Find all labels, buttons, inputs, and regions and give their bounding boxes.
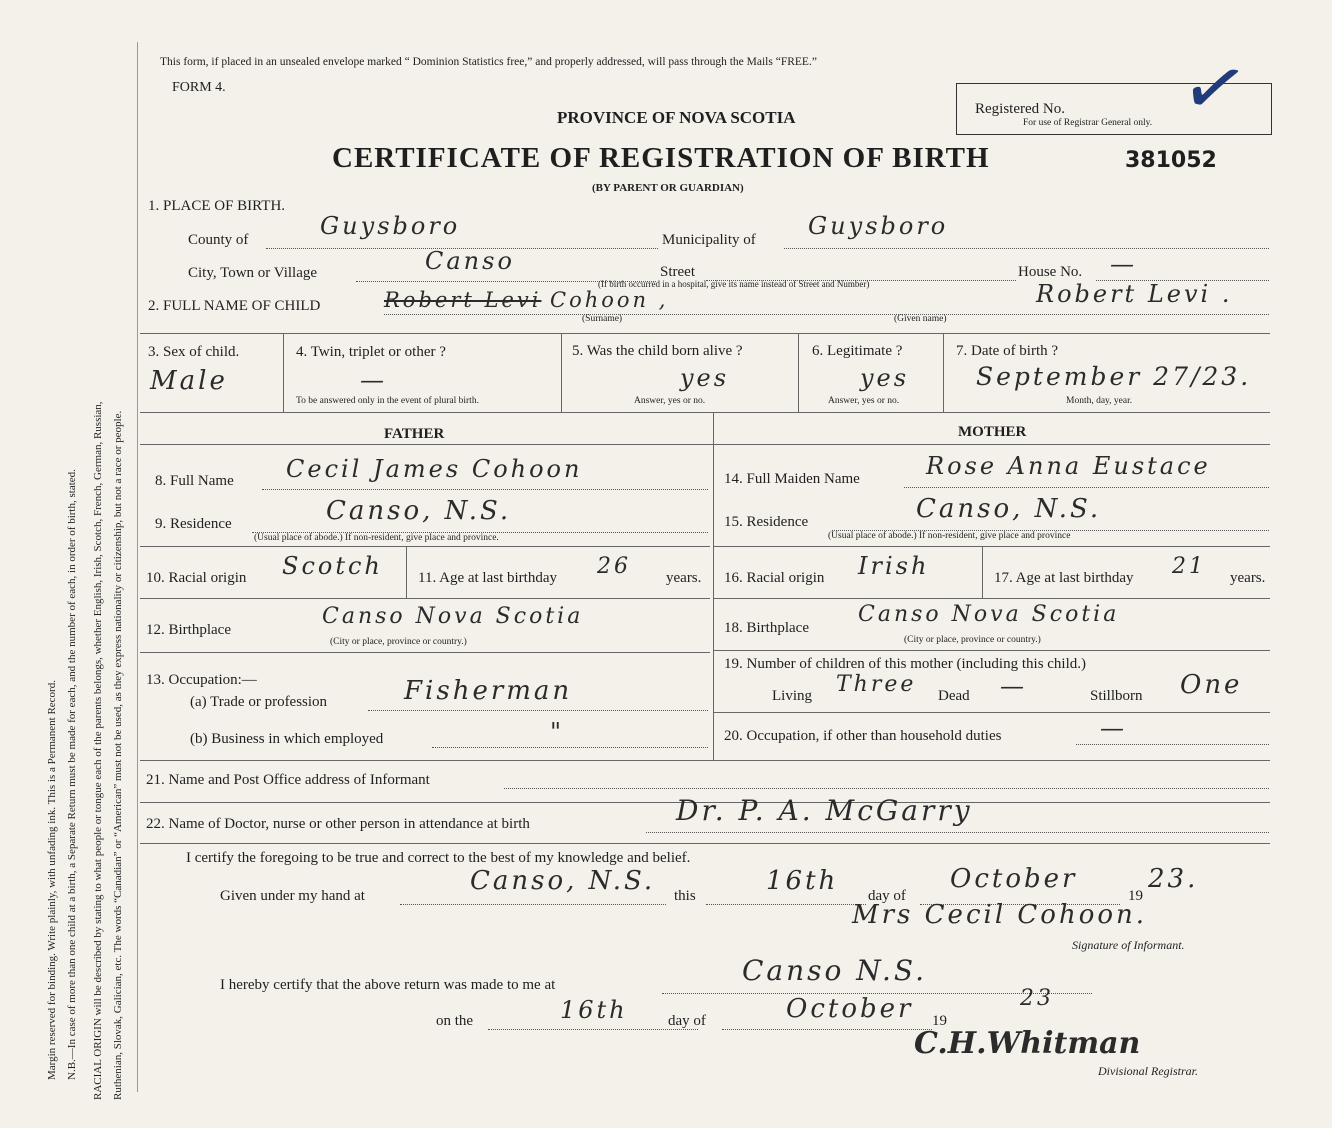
father-trade-label: (a) Trade or profession [190, 694, 328, 710]
mother-birthplace-label: 18. Birthplace [724, 620, 809, 636]
check-mark-icon: ✓ [1173, 39, 1256, 138]
registered-label: Registered No. [975, 101, 1065, 117]
racial-origin-note-1: RACIAL ORIGIN will be described by stating to what people or tongue each of the parents belongs, whether English, Irish, Scotch, French, German, Russian, [92, 401, 104, 1100]
living-value: Three [836, 672, 917, 697]
father-residence-value: Canso, N.S. [326, 496, 512, 526]
mother-heading: MOTHER [958, 424, 1027, 440]
surname-caption: (Surname) [582, 314, 623, 324]
father-residence-label: 9. Residence [155, 516, 232, 532]
born-alive-note: Answer, yes or no. [634, 396, 706, 406]
father-trade-value: Fisherman [404, 676, 573, 706]
street-label: Street [660, 264, 695, 280]
dead-value: — [1000, 672, 1027, 700]
mother-occupation-label: 20. Occupation, if other than household duties [724, 728, 1002, 744]
father-age-value: 26 [597, 554, 631, 579]
racial-origin-note-2: Ruthenian, Slovak, Galician, etc. The words “Canadian” or “American” must not be used, as they express nationality or citizenship, but not a race or people. [112, 410, 124, 1100]
registrar-signature: C.H.Whitman [914, 1026, 1141, 1061]
father-name-value: Cecil James Cohoon [286, 455, 583, 483]
registrar-year-prefix: 19 [932, 1013, 947, 1029]
city-value: Canso [425, 247, 515, 275]
registrar-statement: I hereby certify that the above return was made to me at [220, 977, 556, 993]
nb-note: N.B.—In case of more than one child at a birth, a Separate Return must be made for each, and the number of each, in order of birth, stated. [66, 469, 78, 1080]
legitimate-label: 6. Legitimate ? [812, 343, 903, 359]
children-count-label: 19. Number of children of this mother (including this child.) [724, 656, 1087, 672]
mail-note: This form, if placed in an unsealed envelope marked “ Dominion Statistics free,” and properly addressed, will pass through the Mails “FREE.” [160, 56, 817, 68]
stillborn-label: Stillborn [1090, 688, 1143, 704]
mother-birthplace-note: (City or place, province or country.) [904, 635, 1041, 645]
margin-rule [137, 42, 138, 1092]
mother-years: years. [1230, 570, 1266, 586]
certificate-title: CERTIFICATE OF REGISTRATION OF BIRTH [332, 142, 990, 174]
mother-name-label: 14. Full Maiden Name [724, 471, 860, 487]
mother-occupation-value: — [1100, 714, 1127, 742]
given-name-caption: (Given name) [894, 314, 947, 324]
place-of-birth-label: 1. PLACE OF BIRTH. [148, 198, 286, 214]
child-name-struck: Robert Levi [384, 288, 542, 312]
born-alive-value: yes [680, 364, 730, 392]
county-label: County of [188, 232, 249, 248]
father-age-label: 11. Age at last birthday [418, 570, 557, 586]
city-label: City, Town or Village [188, 265, 318, 281]
legitimate-value: yes [860, 364, 910, 392]
child-name-label: 2. FULL NAME OF CHILD [148, 298, 321, 314]
date-of-birth-value: September 27/23. [976, 362, 1252, 391]
certify-day-of: day of [868, 888, 906, 904]
born-alive-label: 5. Was the child born alive ? [572, 343, 743, 359]
sex-label: 3. Sex of child. [148, 344, 240, 360]
mother-residence-value: Canso, N.S. [916, 494, 1102, 524]
signature-caption: Signature of Informant. [1072, 938, 1185, 952]
date-of-birth-note: Month, day, year. [1066, 396, 1133, 406]
informant-label: 21. Name and Post Office address of Informant [146, 772, 430, 788]
twin-label: 4. Twin, triplet or other ? [296, 344, 446, 360]
father-business-value: " [550, 718, 565, 746]
certify-this: this [674, 888, 696, 904]
registrar-day-of: day of [668, 1013, 706, 1029]
father-race-label: 10. Racial origin [146, 570, 247, 586]
informant-signature: Mrs Cecil Cohoon. [852, 900, 1148, 930]
father-birthplace-value: Canso Nova Scotia [322, 604, 584, 629]
registrar-day: 16th [560, 996, 628, 1024]
father-residence-note: (Usual place of abode.) If non-resident, give place and province. [254, 533, 499, 543]
municipality-label: Municipality of [662, 232, 756, 248]
mother-residence-label: 15. Residence [724, 514, 809, 530]
registrar-year: 23 [1020, 986, 1054, 1011]
mother-age-value: 21 [1172, 554, 1206, 579]
certify-year-prefix: 19 [1128, 888, 1143, 904]
father-heading: FATHER [384, 426, 445, 442]
certify-month: October [950, 864, 1078, 894]
given-under-label: Given under my hand at [220, 888, 365, 904]
registrar-use-note: For use of Registrar General only. [1023, 118, 1153, 128]
registrar-month: October [786, 994, 914, 1024]
county-value: Guysboro [320, 212, 461, 240]
certificate-subtitle: (BY PARENT OR GUARDIAN) [592, 182, 744, 194]
mother-age-label: 17. Age at last birthday [994, 570, 1134, 586]
registered-number: 381052 [1125, 148, 1217, 173]
mother-race-label: 16. Racial origin [724, 570, 825, 586]
registrar-on-the: on the [436, 1013, 474, 1029]
twin-value: — [360, 366, 387, 394]
dead-label: Dead [938, 688, 970, 704]
legitimate-note: Answer, yes or no. [828, 396, 900, 406]
father-race-value: Scotch [282, 552, 383, 580]
father-occupation-label: 13. Occupation:— [146, 672, 257, 688]
registrar-caption: Divisional Registrar. [1098, 1064, 1199, 1078]
doctor-label: 22. Name of Doctor, nurse or other person in attendance at birth [146, 816, 530, 832]
province-heading: PROVINCE OF NOVA SCOTIA [557, 108, 796, 127]
certify-statement: I certify the foregoing to be true and correct to the best of my knowledge and belief. [186, 850, 691, 866]
street-note: (If birth occurred in a hospital, give its name instead of Street and Number) [598, 279, 870, 289]
father-business-label: (b) Business in which employed [190, 731, 384, 747]
form-number: FORM 4. [172, 80, 226, 95]
certify-year: 23. [1148, 864, 1199, 894]
child-surname: Cohoon , [550, 288, 669, 312]
mother-residence-note: (Usual place of abode.) If non-resident, give place and province [828, 531, 1071, 541]
certify-place: Canso, N.S. [470, 866, 656, 896]
date-of-birth-label: 7. Date of birth ? [956, 343, 1059, 359]
twin-note: To be answered only in the event of plural birth. [296, 396, 479, 406]
margin-note: Margin reserved for binding. Write plainly, with unfading ink. This is a Permanent Record. [46, 680, 58, 1080]
living-label: Living [772, 688, 812, 704]
mother-birthplace-value: Canso Nova Scotia [858, 602, 1120, 627]
mother-name-value: Rose Anna Eustace [926, 452, 1211, 480]
sex-value: Male [150, 366, 228, 396]
doctor-value: Dr. P. A. McGarry [676, 794, 973, 827]
house-number-value: — [1110, 250, 1137, 278]
child-given-name: Robert Levi . [1036, 280, 1233, 308]
certify-day: 16th [766, 866, 839, 896]
father-name-label: 8. Full Name [155, 473, 234, 489]
municipality-value: Guysboro [808, 212, 949, 240]
stillborn-value: One [1180, 670, 1243, 700]
father-birthplace-note: (City or place, province or country.) [330, 637, 467, 647]
house-number-label: House No. [1018, 264, 1083, 280]
father-years: years. [666, 570, 702, 586]
registrar-place: Canso N.S. [742, 954, 927, 987]
mother-race-value: Irish [858, 552, 930, 580]
father-birthplace-label: 12. Birthplace [146, 622, 231, 638]
